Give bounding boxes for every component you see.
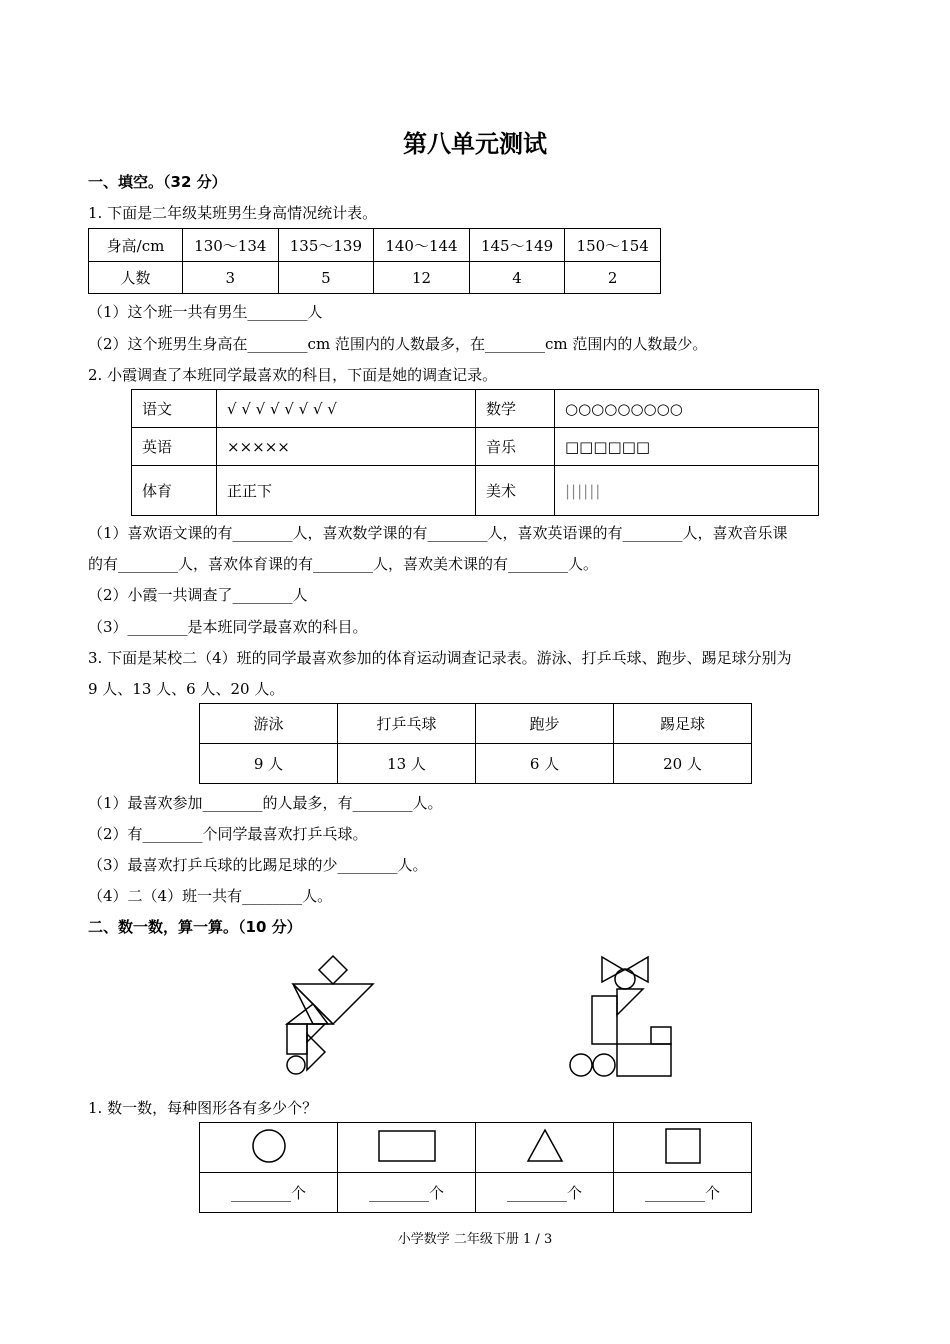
- table-cell: 13 人: [338, 744, 476, 784]
- page-title: 第八单元测试: [403, 130, 547, 158]
- table-cell: 打乒乓球: [338, 704, 476, 744]
- figure-person: [270, 952, 390, 1082]
- table-cell: [476, 1123, 614, 1173]
- table-cell: 6 人: [476, 744, 614, 784]
- answer-cell: ________个: [338, 1173, 476, 1213]
- table-cell: [200, 1123, 338, 1173]
- triangle-shape: [617, 989, 643, 1015]
- table-cell: □□□□□□: [555, 428, 819, 466]
- table-cell: 人数: [89, 262, 183, 294]
- table-cell: 130～134: [183, 229, 279, 262]
- table-cell: 数学: [476, 390, 555, 428]
- table-cell: 3: [183, 262, 279, 294]
- answer-cell: ________个: [614, 1173, 752, 1213]
- table-cell: 12: [374, 262, 470, 294]
- q3-sub2: （2）有________个同学最喜欢打乒乓球。: [88, 825, 368, 843]
- table-cell: 20 人: [614, 744, 752, 784]
- q3-intro-line1: 3. 下面是某校二（4）班的同学最喜欢参加的体育运动调查记录表。游泳、打乒乓球、跑步、踢足球分别为: [88, 649, 792, 667]
- answer-cell: ________个: [200, 1173, 338, 1213]
- table-cell: 2: [565, 262, 661, 294]
- table-cell: 145～149: [469, 229, 565, 262]
- subject-table: [131, 389, 819, 516]
- q2-sub3: （3）________是本班同学最喜欢的科目。: [88, 618, 368, 636]
- circle-shape: [593, 1054, 615, 1076]
- table-cell: 体育: [132, 466, 217, 516]
- square-shape: [651, 1027, 671, 1044]
- section-2-heading: 二、数一数，算一算。（10 分）: [88, 918, 302, 936]
- q2-sub2: （2）小霞一共调查了________人: [88, 586, 308, 604]
- figure-train: [562, 952, 682, 1082]
- sports-table: [199, 703, 752, 784]
- height-table: [88, 228, 661, 294]
- table-cell: 正正下: [217, 466, 476, 516]
- q3-sub1: （1）最喜欢参加________的人最多，有________人。: [88, 794, 443, 812]
- table-cell: 语文: [132, 390, 217, 428]
- triangle-icon: [525, 1128, 565, 1164]
- table-cell: 150～154: [565, 229, 661, 262]
- q3-intro-line2: 9 人、13 人、6 人、20 人。: [88, 680, 285, 698]
- circle-icon: [251, 1128, 287, 1164]
- s2-q1-intro: 1. 数一数，每种图形各有多少个？: [88, 1099, 318, 1117]
- rectangle-icon: [377, 1128, 437, 1164]
- section-1-heading: 一、填空。（32 分）: [88, 173, 227, 191]
- table-cell: 跑步: [476, 704, 614, 744]
- table-cell: ○○○○○○○○○: [555, 390, 819, 428]
- table-cell: [338, 1123, 476, 1173]
- square-icon: [664, 1127, 702, 1165]
- table-cell: 游泳: [200, 704, 338, 744]
- table-cell: 9 人: [200, 744, 338, 784]
- q2-sub1-line1: （1）喜欢语文课的有________人，喜欢数学课的有________人，喜欢英语课的有________人，喜欢音乐课: [88, 524, 788, 542]
- table-cell: [614, 1123, 752, 1173]
- table-cell: ×××××: [217, 428, 476, 466]
- rectangle-shape: [592, 996, 617, 1044]
- rectangle-shape: [287, 1024, 307, 1054]
- table-cell: √ √ √ √ √ √ √ √: [217, 390, 476, 428]
- table-cell: 英语: [132, 428, 217, 466]
- q3-sub4: （4）二（4）班一共有________人。: [88, 887, 333, 905]
- q2-intro: 2. 小霞调查了本班同学最喜欢的科目，下面是她的调查记录。: [88, 366, 498, 384]
- table-cell: 135～139: [278, 229, 374, 262]
- triangle-shape: [293, 984, 373, 1024]
- answer-cell: ________个: [476, 1173, 614, 1213]
- diamond-shape: [319, 956, 347, 984]
- circle-shape: [287, 1056, 305, 1074]
- circle-shape: [570, 1054, 592, 1076]
- table-cell: 身高/cm: [89, 229, 183, 262]
- table-cell: 美术: [476, 466, 555, 516]
- table-cell: 5: [278, 262, 374, 294]
- table-cell: 4: [469, 262, 565, 294]
- q1-intro: 1. 下面是二年级某班男生身高情况统计表。: [88, 204, 378, 222]
- triangle-shape: [307, 1024, 325, 1042]
- page-footer: 小学数学 二年级下册 1 / 3: [397, 1232, 553, 1247]
- q2-sub1-line2: 的有________人，喜欢体育课的有________人，喜欢美术课的有________人。: [88, 555, 599, 573]
- rectangle-shape: [617, 1044, 671, 1076]
- shape-count-table: [199, 1122, 752, 1213]
- circle-shape: [615, 969, 635, 989]
- q3-sub3: （3）最喜欢打乒乓球的比踢足球的少________人。: [88, 856, 428, 874]
- q1-sub1: （1）这个班一共有男生________人: [88, 303, 323, 321]
- table-cell: 音乐: [476, 428, 555, 466]
- table-cell: ||||||: [555, 466, 819, 516]
- q1-sub2: （2）这个班男生身高在________cm 范围内的人数最多，在________cm 范围内的人数最少。: [88, 335, 708, 353]
- table-cell: 140～144: [374, 229, 470, 262]
- table-cell: 踢足球: [614, 704, 752, 744]
